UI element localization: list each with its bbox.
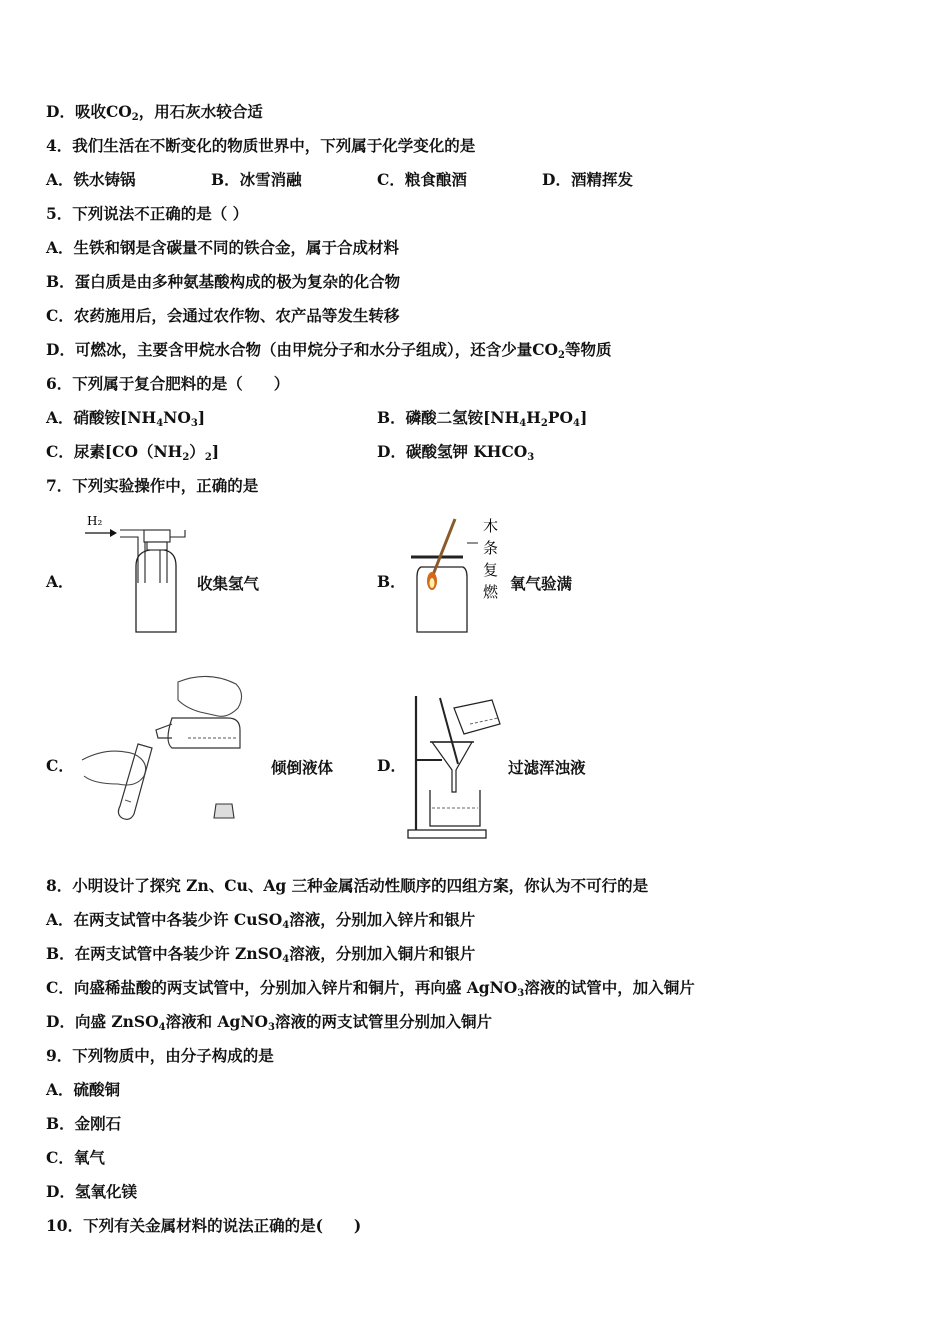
q7-option-b-label: B．	[377, 572, 406, 591]
hydrogen-gas-label: H₂	[87, 514, 103, 528]
q9-stem: 9．下列物质中，由分子构成的是	[46, 1046, 274, 1065]
note-char-2: 条	[483, 539, 499, 557]
collection-bottle	[136, 550, 176, 632]
q7-option-a-caption: 收集氢气	[197, 574, 260, 593]
q7-stem: 7．下列实验操作中，正确的是	[46, 476, 259, 495]
q8-option-a: A．在两支试管中各装少许 CuSO$_4$溶液，分别加入锌片和银片	[46, 910, 476, 931]
note-char-1: 木	[483, 517, 499, 535]
q4-option-c: C．粮食酿酒	[377, 170, 467, 189]
q5-option-c: C．农药施用后，会通过农作物、农产品等发生转移	[46, 306, 400, 325]
q9-option-b: B．金刚石	[46, 1114, 122, 1133]
reagent-bottle	[168, 718, 240, 748]
q4-option-b: B．冰雪消融	[211, 170, 302, 189]
q7-option-a-label: A．	[46, 572, 74, 591]
q7-option-c-caption: 倾倒液体	[271, 758, 334, 777]
note-char-3: 复	[483, 561, 499, 579]
q7-option-c-label: C．	[46, 756, 74, 775]
q5-option-a: A．生铁和钢是含碳量不同的铁合金，属于合成材料	[46, 238, 400, 257]
q7-option-b-caption: 氧气验满	[510, 574, 573, 593]
q7-option-d-label: D．	[377, 756, 406, 775]
stopper	[144, 530, 170, 542]
gas-bottle-diagram	[80, 508, 195, 640]
q6-stem: 6．下列属于复合肥料的是（ ）	[46, 374, 290, 393]
oxygen-test-diagram	[405, 515, 507, 639]
q6-option-d: D．碳酸氢钾 $KHCO_3$	[377, 442, 535, 463]
q9-option-a: A．硫酸铜	[46, 1080, 121, 1099]
q8-option-c: C．向盛稀盐酸的两支试管中，分别加入锌片和铜片，再向盛 AgNO$_3$溶液的试管中，加入铜片	[46, 978, 695, 999]
q4-stem: 4．我们生活在不断变化的物质世界中，下列属于化学变化的是	[46, 136, 476, 155]
q9-option-c: C．氧气	[46, 1148, 105, 1167]
q5-stem: 5．下列说法不正确的是（ ）	[46, 204, 249, 223]
q8-stem: 8．小明设计了探究 Zn、Cu、Ag 三种金属活动性顺序的四组方案，你认为不可行的是	[46, 876, 649, 895]
bottle-stopper	[214, 804, 234, 818]
hand-lower	[82, 751, 146, 785]
q5-option-d: D．可燃冰，主要含甲烷水合物（由甲烷分子和水分子组成），还含少量$CO_2$等物质	[46, 340, 612, 361]
q3-option-d: D．吸收$CO_2$，用石灰水较合适	[46, 102, 263, 123]
q6-option-b: B．磷酸二氢铵$[NH_4H_2PO_4]$	[377, 408, 588, 429]
funnel	[432, 742, 472, 792]
hand-upper	[178, 676, 242, 716]
q7-option-d-caption: 过滤浑浊液	[508, 758, 586, 777]
q8-option-b: B．在两支试管中各装少许 ZnSO$_4$溶液，分别加入铜片和银片	[46, 944, 476, 965]
gas-jar	[417, 567, 467, 632]
pouring-liquid-diagram	[78, 672, 258, 824]
inlet-tube	[120, 530, 145, 583]
q4-option-a: A．铁水铸锅	[46, 170, 136, 189]
test-tube	[118, 744, 152, 819]
q9-option-d: D．氢氧化镁	[46, 1182, 137, 1201]
pouring-beaker	[454, 700, 500, 734]
q4-option-d: D．酒精挥发	[542, 170, 633, 189]
filtration-diagram	[400, 690, 508, 842]
note-char-4: 燃	[483, 583, 499, 601]
q5-option-b: B．蛋白质是由多种氨基酸构成的极为复杂的化合物	[46, 272, 401, 291]
q6-option-c: C．尿素$[CO(NH_2)_2]$	[46, 442, 220, 463]
stand-base	[408, 830, 486, 838]
q10-stem: 10．下列有关金属材料的说法正确的是( )	[46, 1216, 362, 1235]
q6-option-a: A．硝酸铵$[NH_4NO_3]$	[46, 408, 206, 429]
q8-option-d: D．向盛 ZnSO$_4$溶液和 AgNO$_3$溶液的两支试管里分别加入铜片	[46, 1012, 493, 1033]
